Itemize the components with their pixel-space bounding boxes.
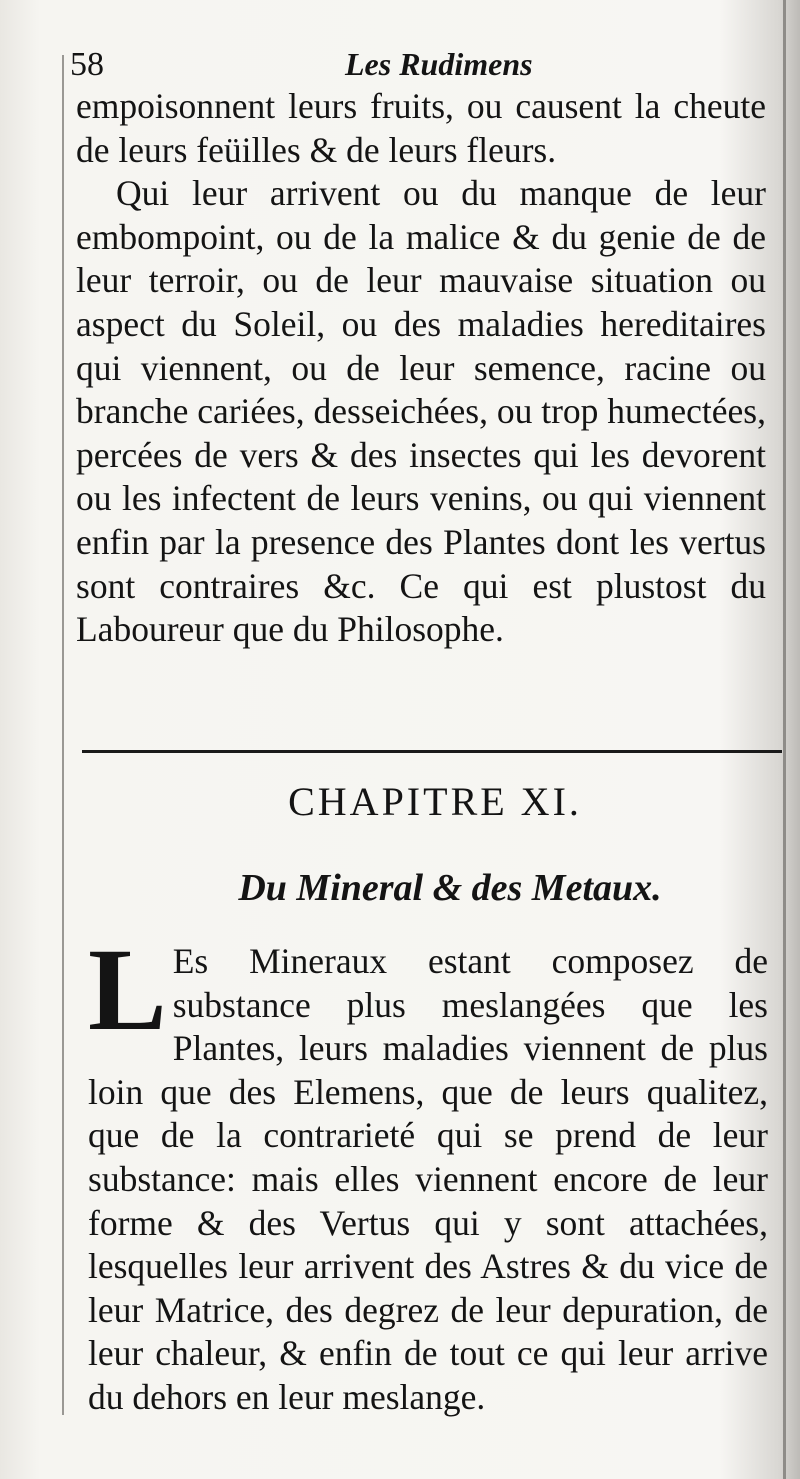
page-number: 58: [70, 46, 104, 83]
page-edge: [783, 0, 786, 1479]
running-head: Les Rudimens: [345, 46, 533, 82]
chapter-paragraph: Es Mineraux estant composez de substance plus meslangées que les Plantes, leurs maladies viennent de plus loin que des Elemens, que de leurs qualitez, que de la contrarieté qui se prend de leur substance: mais elles viennent encore de leur forme & des Vertus qui y sont attachées, lesquelles leur arrivent des Astres & du vice de leur Matrice, des degrez de leur depuration, de leur chaleur, & enfin de tout ce qui leur arrive du dehors en leur meslange.: [88, 941, 768, 1417]
paragraph: empoisonnent leurs fruits, ou causent la cheute de leurs feüilles & de leurs fleurs.: [76, 86, 766, 170]
chapter-subtitle: Du Mineral & des Metaux.: [238, 867, 662, 909]
left-margin-rule: [62, 55, 64, 1415]
chapter-title: CHAPITRE XI.: [288, 779, 582, 824]
drop-cap: L: [88, 924, 167, 1055]
text-block-top: [76, 85, 766, 652]
chapter-body: [88, 924, 768, 1420]
paragraph: Qui leur arrivent ou du manque de leur embompoint, ou de la malice & du genie de de leur terroir, ou de leur mauvaise situation ou aspect du Soleil, ou des maladies hereditaires qui viennent, ou de leur semence, racine ou branche cariées, desseichées, ou trop humectées, percées de vers & des insectes qui les devorent ou les infectent de leurs venins, ou qui viennent enfin par la presence des Plantes dont les vertus sont contraires &c. Ce qui est plustost du Laboureur que du Philosophe.: [76, 173, 766, 650]
section-divider: [82, 750, 782, 753]
